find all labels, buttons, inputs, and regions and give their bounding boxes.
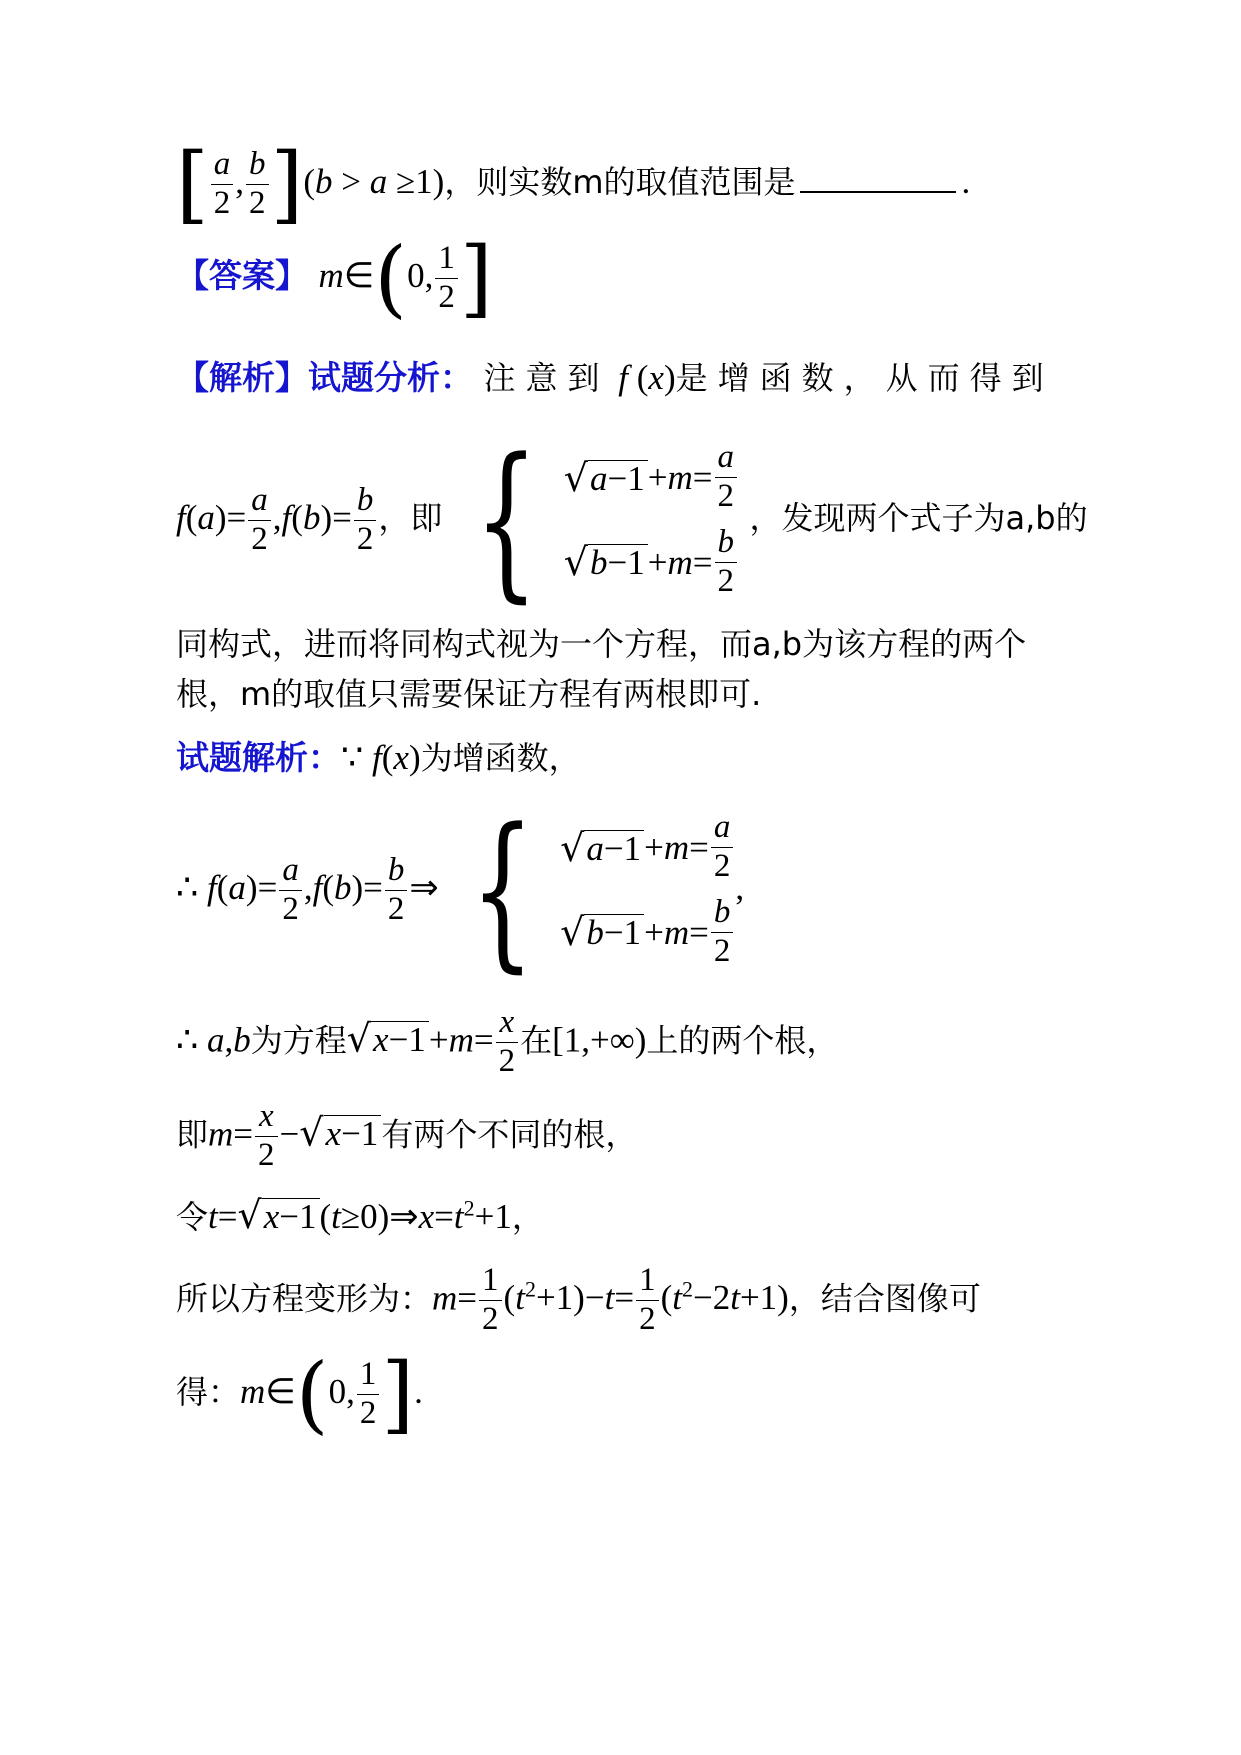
answer-blank (800, 161, 956, 193)
analysis-text-3: 同构式，进而将同构式视为一个方程，而a,b为该方程的两个 (176, 625, 1027, 663)
analysis-system-line: f(a)= $\frac{a}{2}$ ,f(b)= $\frac{b}{2}$ ，即 { √ a−1 +m= $\frac{a}{2}$ √ b−1 +m= $\frac{b}{2}$ ，发现两个式子为a,b的 (176, 422, 1088, 618)
solution-line-2: ∴ f(a)= $\frac{a}{2}$ ,f(b)= $\frac{b}{2}$ ⇒ { √ a−1 +m= $\frac{a}{2}$ √ b−1 +m= $\frac{b}{2}$ , (176, 792, 745, 988)
question-line: [ $\frac{a}{2}$ , $\frac{b}{2}$ ](b > a ≥1)，则实数m的取值范围是 . (176, 135, 971, 233)
answer-label: 【答案】 (176, 256, 308, 295)
question-text: ，则实数m的取值范围是 (444, 163, 796, 201)
solution-line-1: 试题解析：∵ f(x)为增函数， (176, 738, 581, 777)
analysis-label: 【解析】 (176, 358, 308, 397)
solution-label: 试题解析： (176, 738, 341, 777)
analysis-sub-label: 试题分析： (308, 358, 473, 397)
equation-system: { √ a−1 +m= $\frac{a}{2}$ √ b−1 +m= $\frac{b}{2}$ (453, 436, 739, 604)
solution-line-4: 即m= $\frac{x}{2}$ −√x−1有两个不同的根， (176, 1098, 638, 1173)
solution-line-3: ∴ a,b为方程√x−1+m= $\frac{x}{2}$ 在[1,+∞)上的两个根， (176, 1004, 839, 1079)
answer-line: 【答案】 m∈(0, $\frac{1}{2}$ ] (176, 229, 493, 327)
analysis-text-4: 根，m的取值只需要保证方程有两根即可. (176, 675, 762, 713)
solution-line-6: 所以方程变形为：m= $\frac{1}{2}$ $(t^2+1)-t=$ $\frac{1}{2}$ $(t^2-2t+1)$，结合图像可 (176, 1262, 981, 1337)
solution-line-7: 得：m∈(0, $\frac{1}{2}$ ]. (176, 1345, 423, 1443)
solution-line-5: 令$t=√x-1(t\ge 0)\Rightarrow x=t^2+1$， (176, 1193, 544, 1237)
equation-system-2: { √ a−1 +m= $\frac{a}{2}$ √ b−1 +m= $\frac{b}{2}$ (449, 806, 735, 974)
analysis-line: 【解析】试题分析： 注意到 f (x)是增函数，从而得到 (176, 358, 1054, 397)
